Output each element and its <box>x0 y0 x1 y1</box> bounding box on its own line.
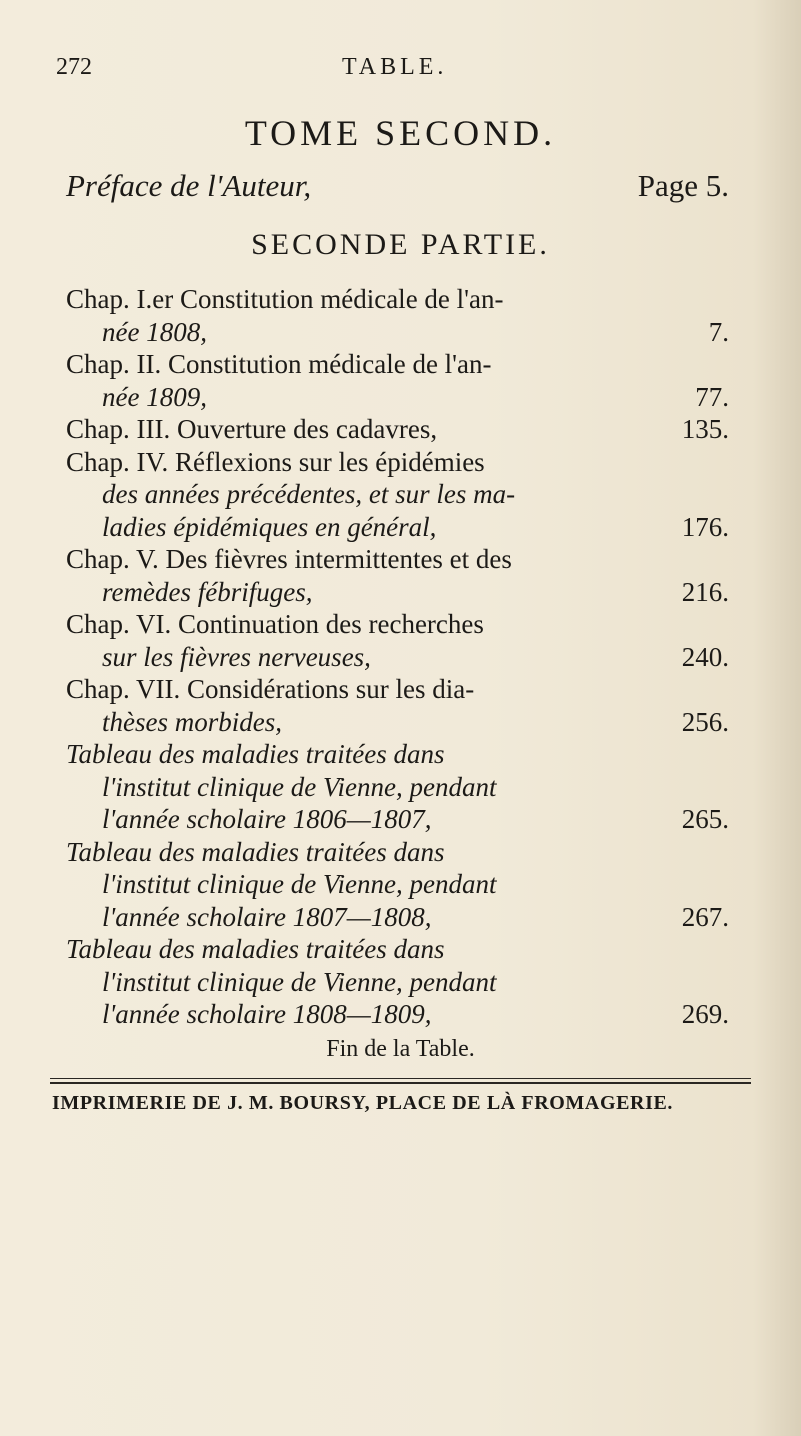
toc-entry-line: Chap. II. Constitution médicale de l'an- <box>66 349 492 379</box>
toc-entry-line: ladies épidémiques en général, <box>102 511 437 542</box>
toc-entry-line: l'année scholaire 1808—1809, <box>102 999 432 1029</box>
toc-entry-page: 265. <box>681 804 729 834</box>
toc-entry-page: 176. <box>681 511 729 542</box>
toc-entry-page: 216. <box>681 576 729 607</box>
preface-entry <box>66 168 765 204</box>
toc-entry-page: 135. <box>681 414 729 444</box>
toc-entry-line: des années précédentes, et sur les ma- <box>102 479 516 509</box>
toc-entry-line: l'année scholaire 1806—1807, <box>102 804 432 834</box>
toc-entry-page: 77. <box>695 381 729 412</box>
toc-entry-line: Tableau des maladies traitées dans <box>66 934 445 964</box>
printer-imprint: IMPRIMERIE DE J. M. BOURSY, PLACE DE LÀ FROMAGERIE. <box>52 1091 674 1114</box>
toc-entry-page: 7. <box>708 316 729 347</box>
divider-rule <box>50 1082 751 1084</box>
toc-entry-line: Chap. III. Ouverture des cadavres, <box>66 414 438 444</box>
toc-entry-line: l'année scholaire 1807—1808, <box>102 901 432 932</box>
running-title: TABLE. <box>342 54 448 80</box>
end-note: Fin de la Table. <box>326 1035 475 1062</box>
toc-entry-line: l'institut clinique de Vienne, pendant <box>102 869 497 899</box>
toc-entry-page: 256. <box>681 706 729 737</box>
toc-entry-line: Chap. VII. Considérations sur les dia- <box>66 674 475 704</box>
toc-entry-line: l'institut clinique de Vienne, pendant <box>102 966 497 997</box>
section-title: SECONDE PARTIE. <box>251 228 550 261</box>
toc-entry-line: l'institut clinique de Vienne, pendant <box>102 771 497 802</box>
toc-entry-line: née 1809, <box>102 381 207 412</box>
toc-entry-page: 267. <box>681 901 729 932</box>
toc-entry-line: Tableau des maladies traitées dans <box>66 739 445 769</box>
toc-entry-line: née 1808, <box>102 316 207 347</box>
toc-entry-line: remèdes fébrifuges, <box>102 576 313 607</box>
divider-rule <box>50 1078 751 1079</box>
toc-entry-line: Tableau des maladies traitées dans <box>66 836 445 867</box>
toc-entry-line: Chap. IV. Réflexions sur les épidémies <box>66 446 485 477</box>
toc-entry-line: Chap. I.er Constitution médicale de l'an- <box>66 284 504 314</box>
toc-entry-line: sur les fièvres nerveuses, <box>102 641 371 672</box>
preface-label: Préface de l'Auteur, <box>66 168 312 203</box>
toc-entry-line: Chap. VI. Continuation des recherches <box>66 609 484 639</box>
preface-page: Page 5. <box>637 168 729 203</box>
tome-heading: TOME SECOND. <box>244 113 557 153</box>
toc-entry-page: 269. <box>681 999 729 1029</box>
page-number: 272 <box>56 54 92 80</box>
toc-entry-line: thèses morbides, <box>102 706 282 737</box>
toc-entry-line: Chap. V. Des fièvres intermittentes et des <box>66 544 512 574</box>
toc-entry-page: 240. <box>681 641 729 672</box>
